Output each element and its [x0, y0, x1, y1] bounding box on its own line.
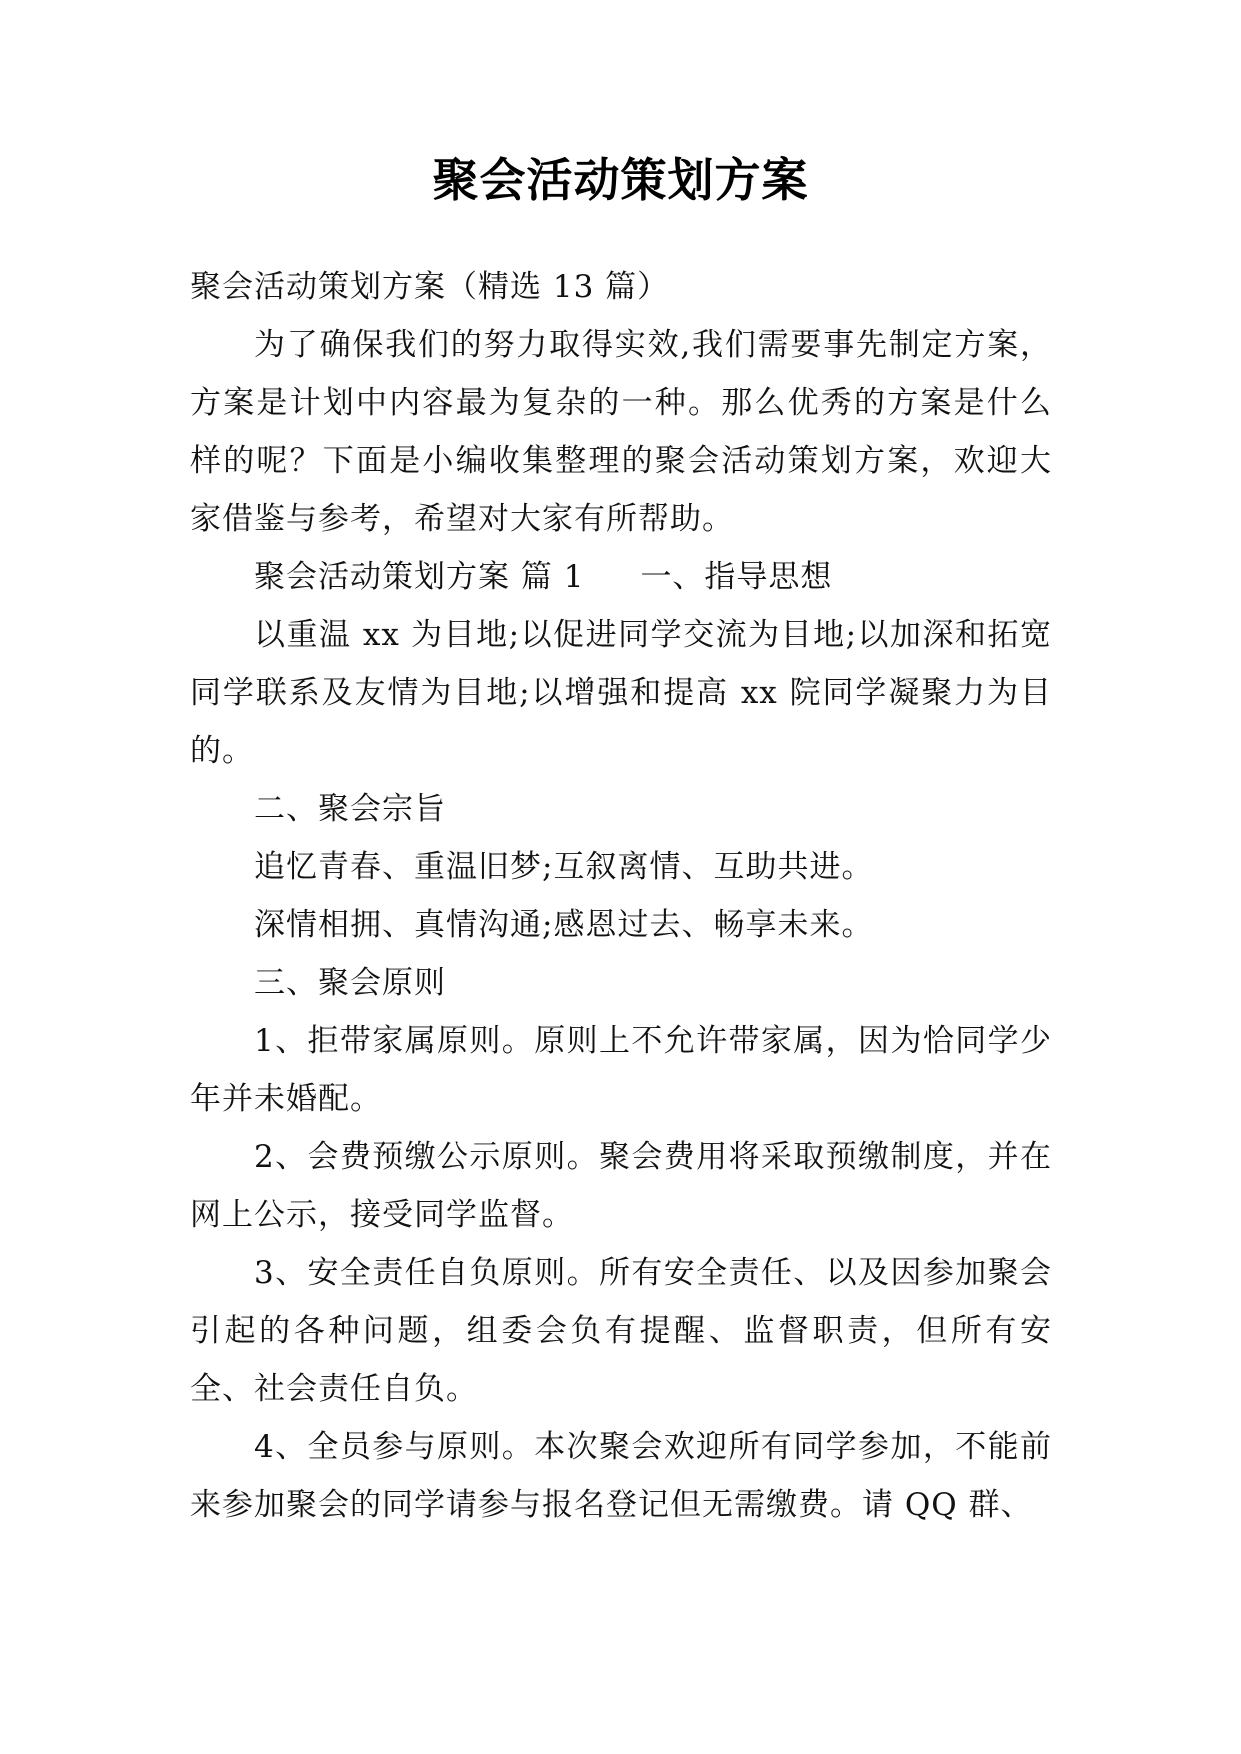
section-heading-principles: 三、聚会原则 [254, 965, 446, 1001]
intro-paragraph: 为了确保我们的努力取得实效,我们需要事先制定方案，方案是计划中内容最为复杂的一种。那么优秀的方案是什么样的呢？下面是小编收集整理的聚会活动策划方案，欢迎大家借鉴与参考，希望对大家有所帮助。 [190, 327, 1052, 537]
section-heading-purpose: 二、聚会宗旨 [254, 791, 446, 827]
section-heading-line [190, 548, 1052, 606]
purpose-line-2: 深情相拥、真情沟通;感恩过去、畅享未来。 [254, 907, 874, 943]
purpose-line-1: 追忆青春、重温旧梦;互叙离情、互助共进。 [254, 849, 874, 885]
document-body [190, 258, 1052, 1534]
section-heading-right: 一、指导思想 [640, 559, 833, 595]
principle-1: 1、拒带家属原则。原则上不允许带家属，因为恰同学少年并未婚配。 [190, 1023, 1052, 1117]
document-title: 聚会活动策划方案 [432, 153, 809, 207]
section-heading-left: 聚会活动策划方案 篇 1 [254, 559, 585, 595]
principle-2: 2、会费预缴公示原则。聚会费用将采取预缴制度，并在网上公示，接受同学监督。 [190, 1139, 1052, 1233]
document-subtitle: 聚会活动策划方案（精选 13 篇） [190, 269, 670, 305]
guiding-thought-paragraph: 以重温 xx 为目地;以促进同学交流为目地;以加深和拓宽同学联系及友情为目地;以增强和提高 xx 院同学凝聚力为目的。 [190, 617, 1052, 769]
principle-3: 3、安全责任自负原则。所有安全责任、以及因参加聚会引起的各种问题，组委会负有提醒、监督职责，但所有安全、社会责任自负。 [190, 1255, 1052, 1407]
principle-4: 4、全员参与原则。本次聚会欢迎所有同学参加，不能前来参加聚会的同学请参与报名登记但无需缴费。请 QQ 群、 [190, 1429, 1052, 1523]
